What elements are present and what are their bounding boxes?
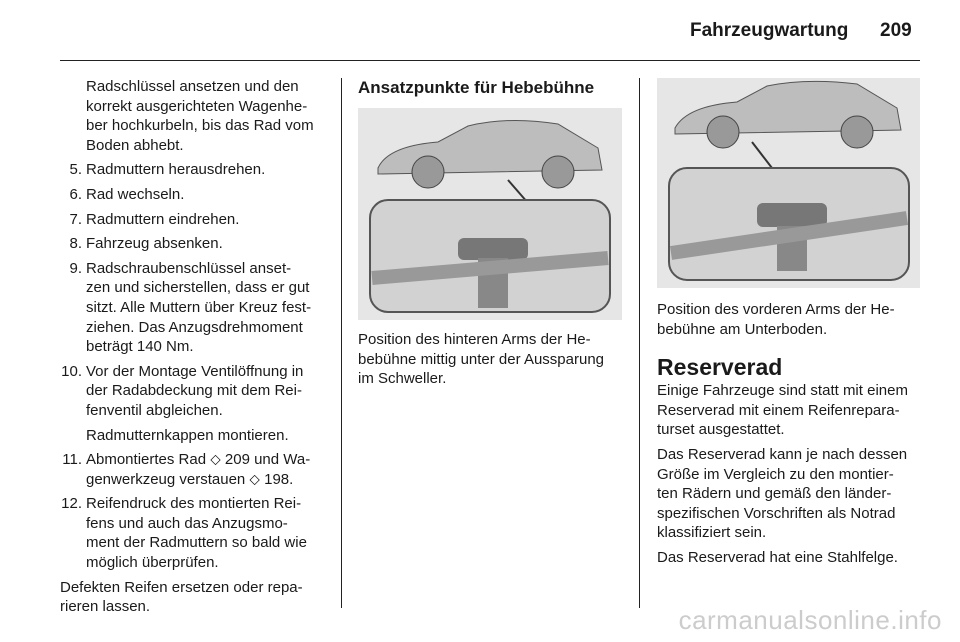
- text-line: turset ausgestattet.: [657, 421, 785, 439]
- text-line: spezifischen Vorschriften als Notrad: [657, 504, 896, 522]
- step-number: 10.: [61, 362, 82, 380]
- paragraph: [657, 445, 927, 543]
- step-number: 9.: [69, 259, 82, 277]
- text-line: Das Reserverad hat eine Stahlfelge.: [657, 548, 898, 566]
- list-item: [60, 185, 332, 205]
- list-item: [60, 494, 332, 572]
- column-divider: [341, 78, 342, 608]
- text-line: bebühne mittig unter der Aussparung: [358, 350, 604, 368]
- text-line: beträgt 140 Nm.: [86, 338, 194, 356]
- step-number: 11.: [62, 451, 82, 469]
- list-item: [60, 160, 332, 180]
- text-line: fenventil abgleichen.: [86, 401, 223, 419]
- closing-paragraph: [60, 578, 332, 617]
- header-divider: [60, 60, 920, 61]
- paragraph: [657, 381, 927, 440]
- list-item: [60, 210, 332, 230]
- list-item: [60, 450, 332, 489]
- text-line: Vor der Montage Ventilöffnung in: [86, 362, 304, 380]
- text-line: Abmontiertes Rad ⬦ 209 und Wa-: [86, 451, 311, 469]
- paragraph: [657, 548, 927, 568]
- list-item: [60, 362, 332, 421]
- middle-column: [358, 78, 628, 98]
- list-item: [60, 259, 332, 357]
- text-line: der Radabdeckung mit dem Rei-: [86, 382, 302, 400]
- text-line: im Schweller.: [358, 370, 447, 388]
- section-title: Fahrzeugwartung: [690, 20, 849, 41]
- column-divider: [639, 78, 640, 608]
- step-number: 5.: [69, 161, 82, 179]
- text-line: fens und auch das Anzugsmo-: [86, 514, 288, 532]
- step-number: 12.: [61, 495, 82, 513]
- text-line: Reserverad mit einem Reifenrepara-: [657, 401, 900, 419]
- text-line: Radmuttern eindrehen.: [86, 210, 240, 228]
- rear-lift-point-figure: [358, 108, 622, 320]
- text-line: genwerkzeug verstauen ⬦ 198.: [86, 470, 294, 488]
- text-line: Reifendruck des montierten Rei-: [86, 495, 302, 513]
- figure-caption: [657, 300, 927, 339]
- text-line: Größe im Vergleich zu den montier-: [657, 465, 894, 483]
- text-line: Das Reserverad kann je nach dessen: [657, 445, 908, 463]
- text-line: Radmuttern herausdrehen.: [86, 161, 266, 179]
- rear-lift-caption: [358, 330, 628, 394]
- text-line: Rad wechseln.: [86, 185, 185, 203]
- watermark: carmanualsonline.info: [678, 605, 942, 635]
- text-line: ziehen. Das Anzugsdrehmoment: [86, 318, 303, 336]
- page-number: 209: [880, 20, 912, 41]
- text-line: rieren lassen.: [60, 598, 151, 616]
- text-line: Radschlüssel ansetzen und den: [86, 78, 299, 95]
- text-line: Radschraubenschlüssel anset-: [86, 259, 292, 277]
- text-line: Position des vorderen Arms der He-: [657, 301, 895, 318]
- text-line: Position des hinteren Arms der He-: [358, 331, 591, 348]
- text-line: ten Rädern und gemäß den länder-: [657, 485, 892, 503]
- text-line: bebühne am Unterboden.: [657, 320, 828, 338]
- text-line: ber hochkurbeln, bis das Rad vom: [86, 117, 314, 135]
- text-line: klassifiziert sein.: [657, 524, 767, 542]
- step-number: 6.: [69, 185, 82, 203]
- text-line: Einige Fahrzeuge sind statt mit einem: [657, 382, 908, 400]
- list-item: [60, 234, 332, 254]
- list-item: [60, 426, 332, 446]
- left-column: [60, 77, 332, 622]
- text-line: möglich überprüfen.: [86, 554, 219, 572]
- text-line: Defekten Reifen ersetzen oder repa-: [60, 578, 303, 596]
- text-line: zen und sicherstellen, dass er gut: [86, 279, 310, 297]
- front-lift-point-figure: [657, 78, 920, 288]
- section-heading: Ansatzpunkte für Hebebühne: [358, 78, 595, 97]
- text-line: Radmutternkappen montieren.: [86, 426, 289, 444]
- text-line: sitzt. Alle Muttern über Kreuz fest-: [86, 298, 312, 316]
- step-number: 8.: [69, 235, 82, 253]
- text-line: korrekt ausgerichteten Wagenhe-: [86, 97, 308, 115]
- text-line: ment der Radmuttern so bald wie: [86, 534, 307, 552]
- figure-caption: [358, 330, 628, 389]
- text-line: Fahrzeug absenken.: [86, 235, 223, 253]
- text-line: Boden abhebt.: [86, 136, 184, 154]
- step-number: 7.: [69, 210, 82, 228]
- step-continuation: [60, 77, 332, 155]
- section-heading: Reserverad: [657, 354, 783, 381]
- right-column: [657, 300, 927, 573]
